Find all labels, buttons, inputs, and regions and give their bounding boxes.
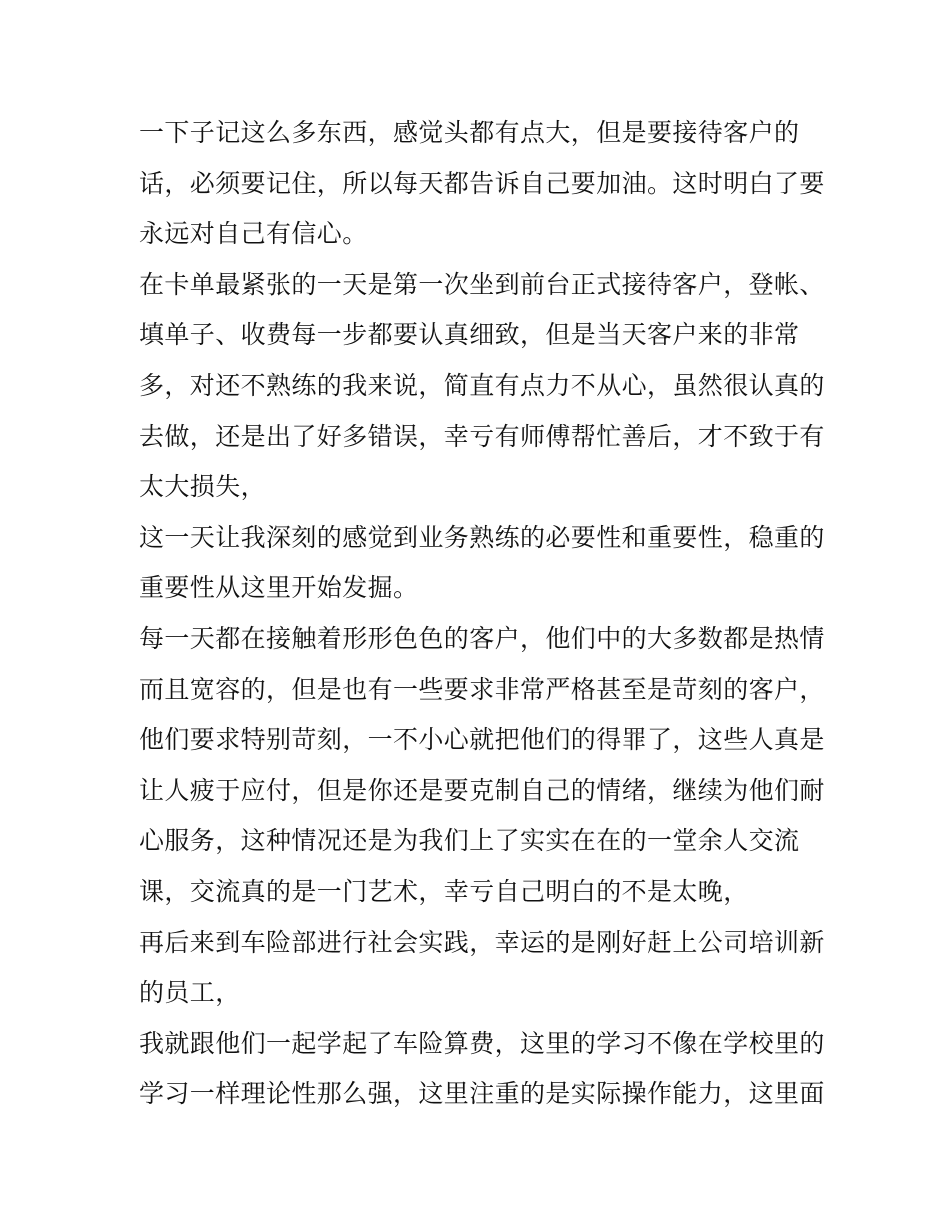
text-line: 我就跟他们一起学起了车险算费，这里的学习不像在学校里的 <box>139 1028 825 1058</box>
text-line: 太大损失， <box>139 472 267 502</box>
text-line: 的员工， <box>139 978 241 1008</box>
document-body <box>139 108 825 1120</box>
text-line: 他们要求特别苛刻，一不小心就把他们的得罪了，这些人真是 <box>139 725 825 755</box>
text-line: 让人疲于应付，但是你还是要克制自己的情绪，继续为他们耐 <box>139 775 825 805</box>
text-line: 永远对自己有信心。 <box>139 219 368 249</box>
text-line: 填单子、收费每一步都要认真细致，但是当天客户来的非常 <box>139 320 800 350</box>
text-line: 多，对还不熟练的我来说，简直有点力不从心，虽然很认真的 <box>139 370 825 400</box>
text-line: 每一天都在接触着形形色色的客户，他们中的大多数都是热情 <box>139 623 825 653</box>
text-line: 学习一样理论性那么强，这里注重的是实际操作能力，这里面 <box>139 1079 825 1109</box>
text-line: 再后来到车险部进行社会实践，幸运的是刚好赶上公司培训新 <box>139 927 825 957</box>
text-line: 话，必须要记住，所以每天都告诉自己要加油。这时明白了要 <box>139 168 825 198</box>
text-line: 心服务，这种情况还是为我们上了实实在在的一堂余人交流 <box>139 826 800 856</box>
text-line: 一下子记这么多东西，感觉头都有点大，但是要接待客户的 <box>139 118 800 147</box>
text-line: 重要性从这里开始发掘。 <box>139 573 419 603</box>
text-line: 课，交流真的是一门艺术，幸亏自己明白的不是太晚， <box>139 876 749 906</box>
text-line: 而且宽容的，但是也有一些要求非常严格甚至是苛刻的客户， <box>139 674 825 704</box>
text-line: 去做，还是出了好多错误，幸亏有师傅帮忙善后，才不致于有 <box>139 421 825 451</box>
text-line: 在卡单最紧张的一天是第一次坐到前台正式接待客户，登帐、 <box>139 269 825 299</box>
text-line: 这一天让我深刻的感觉到业务熟练的必要性和重要性，稳重的 <box>139 522 825 552</box>
